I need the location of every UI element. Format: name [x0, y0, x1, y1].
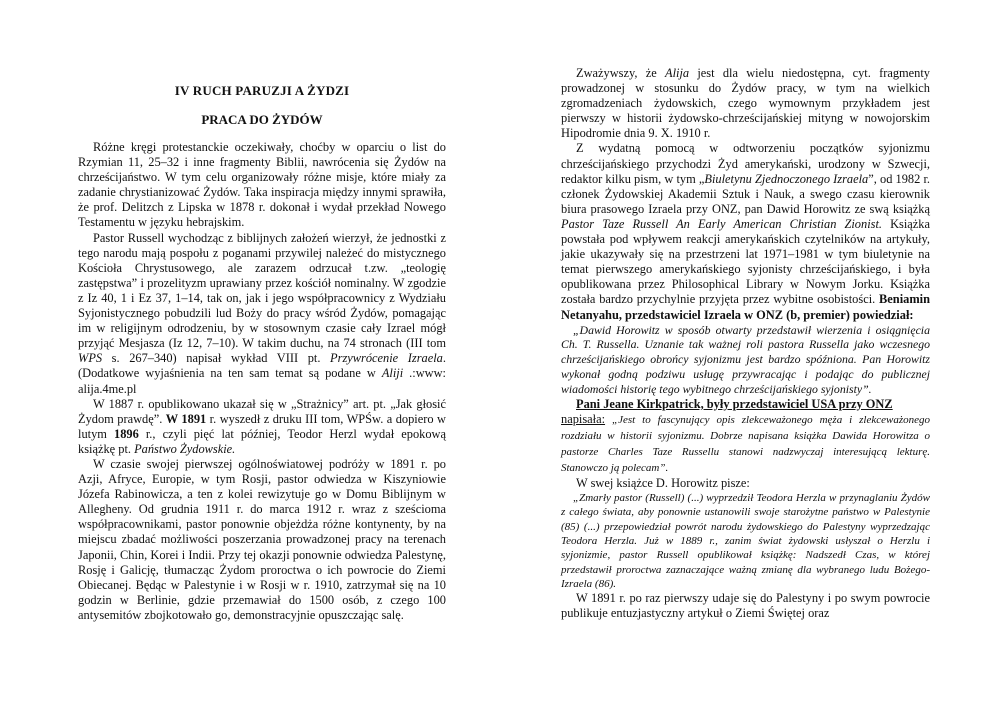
paragraph: Zważywszy, że Alija jest dla wielu niedostępna, cyt. fragmenty prowadzonej w stosunku do Żydów pracy, w tym na wielkich zgromadzeniach żydowskich, czego wymownym przykładem jest pierwszy w historii żydowsko-chrześcijańskiej mityng w nowojorskim Hipodromie dnia 9. X. 1910 r.	[561, 66, 930, 141]
paragraph: Pastor Russell wychodząc z biblijnych założeń wierzył, że jednostki z tego narodu mają pospołu z poganami przywilej należeć do mistycznego Kościoła Chrystusowego, ale zarazem odrzucał t.zw. „teologię zastępstwa” i prozelityzm uprawiany przez kościół nominalny. W zgodzie z Iz 40, 1 i Ez 37, 1–14, tak on, jak i jego współpracownicy z Wydziału Syjonistycznego pobudzili lud Boży do pracy wśród Żydów, pomagając im w religijnym odrodzeniu, by w stosownym czasie cały Izrael mógł przyjąć Mesjasza (Iz 12, 7–10). W takim duchu, na 74 stronach (III tom WPS s. 267–340) napisał wykład VIII pt. Przywrócenie Izraela. (Dodatkowe wyjaśnienia na ten sam temat są podane w Aliji .:www: alija.4me.pl	[78, 230, 446, 396]
left-body	[78, 140, 446, 623]
paragraph: W czasie swojej pierwszej ogólnoświatowej podróży w 1891 r. po Azji, Afryce, Europie, w tym Rosji, pastor odwiedza w Kiszyniowie Józefa Rabinowicza, a ten z kolei rewizytuje go w Domu Biblijnym w Allegheny. Od grudnia 1911 r. do marca 1912 r. wraz z sześcioma współpracownikami, pastor ponownie objeżdża różne kontynenty, by na miejscu zbadać możliwości poszerzania prowadzonej pracy na terenach Japonii, Chin, Korei i Indii. Przy tej okazji ponownie odwiedza Palestynę, Rosję i Galicję, tłumacząc Żydom proroctwa o ich powrocie do Ziemi Obiecanej. Będąc w Palestynie i w Rosji w r. 1910, zatrzymał się na 10 godzin w Berlinie, gdzie przemawiał do 1500 osób, z czego 100 antysemitów zbojkotowało go, demonstracyjnie opuszczając salę.	[78, 456, 446, 622]
paragraph: W swej książce D. Horowitz pisze:	[576, 476, 750, 491]
paragraph-kirkpatrick: Pani Jeane Kirkpatrick, były przedstawiciel USA przy ONZ napisała: „Jest to fascynujący opis zlekceważonego męża i zlekceważonego rozdziału w historii syjonizmu. Dobrze napisana książka Dawida Horowitza o pastorze Charles Taze Russellu stanowi nadzwyczaj interesującą lekturę. Stanowczo ją polecam”.	[561, 396, 930, 474]
right-body	[561, 66, 930, 621]
quote-netanyahu: „Dawid Horowitz w sposób otwarty przedstawił wierzenia i osiągnięcia Ch. T. Russella. Uznanie tak ważnej roli pastora Russella jako wczesnego chrześcijańskiego obrońcy syjonizmu jest bardzo spóźniona. Pan Horowitz wykonał godną podziwu usługę przywracając i podając do publicznej wiadomości historię tego wybitnego chrześcijańskiego syjonisty”.	[561, 322, 930, 396]
paragraph: Z wydatną pomocą w odtworzeniu początków syjonizmu chrześcijańskiego przychodzi Żyd amerykański, urodzony w Szwecji, redaktor kilku pism, w tym „Biuletynu Zjednoczonego Izraela”, od 1982 r. członek Żydowskiej Akademii Sztuk i Nauk, a swego czasu kierownik biura prasowego Izraela przy ONZ, pan Dawid Horowitz ze swą książką Pastor Taze Russell An Early American Christian Zionist. Książka powstała pod wpływem reakcji amerykańskich czytelników na artykuły, jakie ukazywały się na przestrzeni lat 1971–1981 w tym biuletynie na temat pierwszego amerykańskiego syjonisty chrześcijańskiego, i była opublikowana przez Philosophical Library w Nowym Jorku. Książka została bardzo przychylnie przyjęta przez wybitne osobistości. Beniamin Netanyahu, przedstawiciel Izraela w ONZ (b, premier) powiedział:	[561, 141, 930, 322]
paragraph: W 1887 r. opublikowano ukazał się w „Strażnicy” art. pt. „Jak głosić Żydom prawdę”. W 1891 r. wyszedł z druku III tom, WPŚw. a dopiero w lutym 1896 r., czyli pięć lat później, Teodor Herzl wydał epokową książkę pt. Państwo Żydowskie.	[78, 396, 446, 456]
paragraph: W 1891 r. po raz pierwszy udaje się do Palestyny i po swym powrocie publikuje entuzjastyczny artykuł o Ziemi Świętej oraz	[561, 591, 930, 621]
chapter-title: IV RUCH PARUZJI A ŻYDZI	[174, 83, 350, 98]
section-title: PRACA DO ŻYDÓW	[201, 112, 323, 127]
quote-horowitz: „Zmarły pastor (Russell) (...) wyprzedził Teodora Herzla w przynaglaniu Żydów z całego świata, aby ponownie ustanowili swoje starożytne państwo w Palestynie (85) (...) przepowiedział powrót narodu żydowskiego do Palestyny wyprzedzając Teodora Herzla. Już w 1889 r., zanim świat żydowski usłyszał o Herzlu i syjonizmie, pastor Russell opublikował książkę: Nadszedł Czas, w której przedstawił proroctwa zaznaczające ważną zmianę dla wybranego ludu Bożego- Izraela (86).	[561, 492, 930, 590]
paragraph: Różne kręgi protestanckie oczekiwały, choćby w oparciu o list do Rzymian 11, 25–32 i inne fragmenty Biblii, nawrócenia się Żydów na chrześcijaństwo. W tym celu organizowały różne misje, które miały za zadanie chrystianizować Żydów. Taka inspiracja między innymi sprawiła, że prof. Delitzch z Lipska w 1878 r. dokonał i wydał przekład Nowego Testamentu w języku hebrajskim.	[78, 140, 446, 230]
